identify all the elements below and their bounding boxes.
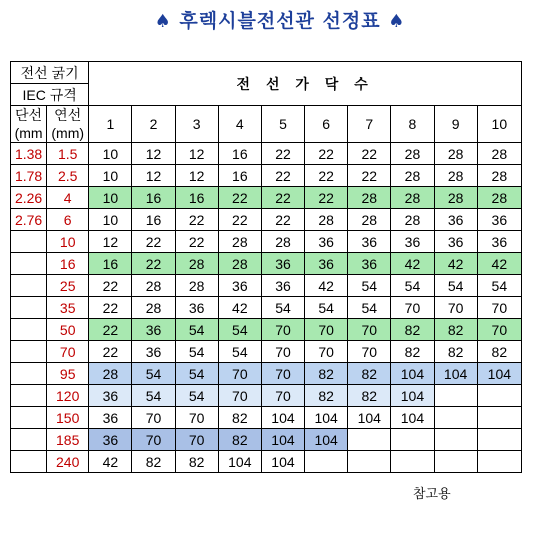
- conduit-size-cell: 22: [348, 143, 391, 165]
- conduit-size-cell: 28: [175, 253, 218, 275]
- conduit-size-cell: 28: [391, 187, 434, 209]
- single-wire-size: [11, 341, 47, 363]
- conduit-size-cell: 70: [261, 363, 304, 385]
- conduit-size-cell: 36: [434, 231, 477, 253]
- conduit-size-cell: 70: [477, 297, 521, 319]
- conduit-size-cell: 104: [391, 407, 434, 429]
- conduit-size-cell: [348, 429, 391, 451]
- wire-count-8: 8: [391, 106, 434, 143]
- conduit-size-cell: 70: [175, 407, 218, 429]
- wire-count-1: 1: [89, 106, 132, 143]
- conduit-size-cell: 54: [261, 297, 304, 319]
- conduit-size-cell: 10: [89, 187, 132, 209]
- single-wire-size: [11, 297, 47, 319]
- conduit-size-cell: [305, 451, 348, 473]
- conduit-size-cell: 10: [89, 165, 132, 187]
- conduit-size-cell: [477, 451, 521, 473]
- conduit-size-cell: [434, 429, 477, 451]
- conduit-size-cell: 42: [477, 253, 521, 275]
- conduit-size-cell: 22: [261, 209, 304, 231]
- conduit-size-cell: 28: [477, 187, 521, 209]
- conduit-size-cell: 28: [89, 363, 132, 385]
- stranded-wire-size: 4: [47, 187, 89, 209]
- stranded-wire-size: 2.5: [47, 165, 89, 187]
- conduit-size-cell: 70: [305, 341, 348, 363]
- stranded-wire-size: 1.5: [47, 143, 89, 165]
- conduit-size-cell: 82: [434, 319, 477, 341]
- conduit-size-cell: 42: [305, 275, 348, 297]
- conduit-size-cell: 54: [348, 275, 391, 297]
- conduit-size-cell: 70: [132, 407, 175, 429]
- conduit-size-cell: 16: [218, 165, 261, 187]
- stranded-wire-size: 10: [47, 231, 89, 253]
- conduit-size-cell: 54: [434, 275, 477, 297]
- conduit-size-cell: 70: [391, 297, 434, 319]
- single-wire-size: [11, 385, 47, 407]
- conduit-size-cell: 82: [305, 385, 348, 407]
- conduit-size-cell: 36: [434, 209, 477, 231]
- conduit-size-cell: 10: [89, 143, 132, 165]
- single-wire-size: 2.26: [11, 187, 47, 209]
- conduit-size-cell: 104: [477, 363, 521, 385]
- wire-count-5: 5: [261, 106, 304, 143]
- conduit-size-cell: 22: [348, 165, 391, 187]
- conduit-size-cell: 70: [348, 319, 391, 341]
- conduit-size-cell: 12: [89, 231, 132, 253]
- table-row: [11, 143, 522, 165]
- conduit-size-cell: 104: [305, 407, 348, 429]
- spade-icon: ♠: [154, 11, 172, 32]
- conduit-size-cell: 28: [434, 187, 477, 209]
- conduit-size-cell: 54: [477, 275, 521, 297]
- title-text: 후렉시블전선관 선정표: [179, 10, 381, 32]
- conduit-size-cell: 104: [261, 429, 304, 451]
- conduit-size-cell: 16: [218, 143, 261, 165]
- wire-size-header: 전선 굵기: [11, 62, 89, 84]
- table-row: [11, 363, 522, 385]
- conduit-size-cell: 36: [348, 253, 391, 275]
- single-wire-size: 2.76: [11, 209, 47, 231]
- conduit-size-cell: 42: [434, 253, 477, 275]
- conduit-size-cell: 54: [218, 319, 261, 341]
- conduit-size-cell: 36: [261, 275, 304, 297]
- single-wire-size: 1.38: [11, 143, 47, 165]
- conduit-size-cell: 36: [89, 385, 132, 407]
- conduit-size-cell: [434, 407, 477, 429]
- conduit-size-cell: 82: [132, 451, 175, 473]
- conduit-size-cell: [391, 429, 434, 451]
- conduit-size-cell: 104: [434, 363, 477, 385]
- stranded-wire-size: 150: [47, 407, 89, 429]
- conduit-size-cell: 82: [175, 451, 218, 473]
- conduit-size-cell: 70: [261, 341, 304, 363]
- conduit-size-cell: 28: [132, 275, 175, 297]
- conduit-size-cell: 22: [175, 231, 218, 253]
- conduit-size-cell: 28: [132, 297, 175, 319]
- conduit-size-cell: 82: [477, 341, 521, 363]
- conduit-size-cell: 82: [218, 407, 261, 429]
- conduit-size-cell: 54: [305, 297, 348, 319]
- conduit-size-cell: 82: [348, 385, 391, 407]
- conduit-size-cell: [348, 451, 391, 473]
- conduit-size-cell: 22: [89, 297, 132, 319]
- conduit-size-cell: 104: [348, 407, 391, 429]
- conduit-size-cell: 54: [175, 363, 218, 385]
- conduit-size-cell: 104: [261, 407, 304, 429]
- conduit-size-cell: 28: [391, 143, 434, 165]
- conduit-size-cell: 22: [305, 143, 348, 165]
- wire-count-9: 9: [434, 106, 477, 143]
- conduit-size-cell: 28: [261, 231, 304, 253]
- conduit-size-cell: 36: [261, 253, 304, 275]
- conduit-size-cell: 28: [391, 209, 434, 231]
- conduit-size-cell: 54: [132, 385, 175, 407]
- conduit-size-cell: 70: [434, 297, 477, 319]
- conduit-size-cell: 22: [218, 187, 261, 209]
- conduit-size-cell: 22: [89, 341, 132, 363]
- conduit-size-cell: 82: [391, 319, 434, 341]
- wire-count-header: 전 선 가 닥 수: [89, 62, 522, 106]
- page-title: [0, 6, 560, 33]
- conduit-size-cell: 36: [132, 319, 175, 341]
- conduit-size-cell: [391, 451, 434, 473]
- conduit-size-cell: 28: [175, 275, 218, 297]
- conduit-size-cell: 12: [132, 143, 175, 165]
- single-wire-header: 단선 (mm: [11, 106, 47, 143]
- conduit-size-cell: 16: [175, 187, 218, 209]
- single-wire-size: 1.78: [11, 165, 47, 187]
- conduit-size-cell: 22: [132, 253, 175, 275]
- conduit-size-cell: 22: [261, 143, 304, 165]
- table-row: [11, 165, 522, 187]
- conduit-size-cell: 104: [261, 451, 304, 473]
- stranded-wire-size: 185: [47, 429, 89, 451]
- wire-count-3: 3: [175, 106, 218, 143]
- table-row: [11, 275, 522, 297]
- conduit-size-cell: 54: [175, 341, 218, 363]
- table-row: [11, 385, 522, 407]
- conduit-size-cell: 22: [261, 187, 304, 209]
- conduit-size-cell: 28: [434, 165, 477, 187]
- conduit-size-cell: 28: [348, 209, 391, 231]
- stranded-wire-size: 240: [47, 451, 89, 473]
- conduit-size-cell: 28: [218, 253, 261, 275]
- conduit-size-cell: 54: [348, 297, 391, 319]
- conduit-size-cell: [477, 429, 521, 451]
- table-row: [11, 231, 522, 253]
- conduit-size-cell: 16: [89, 253, 132, 275]
- conduit-size-cell: 104: [218, 451, 261, 473]
- wire-count-7: 7: [348, 106, 391, 143]
- conduit-size-cell: 70: [261, 385, 304, 407]
- conduit-size-cell: 22: [89, 275, 132, 297]
- table-row: [11, 407, 522, 429]
- conduit-size-cell: 36: [348, 231, 391, 253]
- stranded-wire-size: 16: [47, 253, 89, 275]
- conduit-size-cell: [477, 407, 521, 429]
- conduit-size-cell: 70: [305, 319, 348, 341]
- conduit-size-cell: 36: [305, 253, 348, 275]
- stranded-wire-size: 25: [47, 275, 89, 297]
- single-wire-size: [11, 319, 47, 341]
- conduit-size-cell: 70: [348, 341, 391, 363]
- conduit-size-cell: 22: [175, 209, 218, 231]
- wire-count-2: 2: [132, 106, 175, 143]
- single-wire-size: [11, 275, 47, 297]
- conduit-size-cell: 22: [305, 165, 348, 187]
- conduit-size-cell: 54: [391, 275, 434, 297]
- wire-count-4: 4: [218, 106, 261, 143]
- table-row: [11, 451, 522, 473]
- stranded-wire-size: 35: [47, 297, 89, 319]
- conduit-size-cell: 82: [391, 341, 434, 363]
- conduit-size-cell: 28: [434, 143, 477, 165]
- conduit-size-cell: 10: [89, 209, 132, 231]
- stranded-wire-size: 6: [47, 209, 89, 231]
- conduit-size-cell: 36: [477, 231, 521, 253]
- conduit-size-cell: 36: [218, 275, 261, 297]
- spade-icon: ♠: [388, 11, 406, 32]
- conduit-size-cell: 22: [305, 187, 348, 209]
- conduit-size-cell: 28: [477, 143, 521, 165]
- table-row: [11, 429, 522, 451]
- conduit-size-cell: 54: [175, 319, 218, 341]
- table-row: [11, 187, 522, 209]
- conduit-size-cell: 82: [434, 341, 477, 363]
- conduit-size-cell: 36: [305, 231, 348, 253]
- conduit-size-cell: 70: [218, 363, 261, 385]
- wire-count-6: 6: [305, 106, 348, 143]
- conduit-size-cell: 36: [477, 209, 521, 231]
- conduit-size-cell: [477, 385, 521, 407]
- conduit-size-cell: 36: [132, 341, 175, 363]
- table-row: [11, 319, 522, 341]
- conduit-size-cell: 28: [348, 187, 391, 209]
- conduit-size-cell: 16: [132, 209, 175, 231]
- conduit-size-cell: [434, 385, 477, 407]
- single-wire-size: [11, 429, 47, 451]
- stranded-wire-header: 연선 (mm): [47, 106, 89, 143]
- conduit-size-cell: 82: [218, 429, 261, 451]
- conduit-size-cell: 70: [477, 319, 521, 341]
- conduit-size-cell: 36: [89, 429, 132, 451]
- conduit-size-cell: 22: [89, 319, 132, 341]
- conduit-size-cell: 36: [175, 297, 218, 319]
- conduit-size-cell: 82: [305, 363, 348, 385]
- single-wire-size: [11, 407, 47, 429]
- conduit-size-cell: 42: [89, 451, 132, 473]
- table-row: [11, 253, 522, 275]
- stranded-wire-size: 95: [47, 363, 89, 385]
- conduit-size-cell: 42: [391, 253, 434, 275]
- conduit-size-cell: 104: [391, 363, 434, 385]
- iec-header: IEC 규격: [11, 84, 89, 106]
- conduit-size-cell: 22: [218, 209, 261, 231]
- conduit-size-cell: 28: [391, 165, 434, 187]
- conduit-size-cell: 12: [175, 165, 218, 187]
- stranded-wire-size: 70: [47, 341, 89, 363]
- single-wire-size: [11, 451, 47, 473]
- wire-count-10: 10: [477, 106, 521, 143]
- conduit-size-cell: 36: [89, 407, 132, 429]
- conduit-size-cell: 28: [218, 231, 261, 253]
- conduit-size-cell: 70: [261, 319, 304, 341]
- conduit-size-cell: 70: [218, 385, 261, 407]
- conduit-size-cell: 28: [477, 165, 521, 187]
- conduit-size-cell: 22: [261, 165, 304, 187]
- conduit-size-cell: 70: [175, 429, 218, 451]
- table-row: [11, 297, 522, 319]
- conduit-size-cell: 54: [175, 385, 218, 407]
- conduit-size-cell: 16: [132, 187, 175, 209]
- conduit-size-cell: 104: [391, 385, 434, 407]
- table-row: [11, 209, 522, 231]
- conduit-selection-table: [10, 61, 522, 473]
- stranded-wire-size: 50: [47, 319, 89, 341]
- single-wire-size: [11, 363, 47, 385]
- reference-note: 참고용: [413, 487, 451, 502]
- conduit-size-cell: 28: [305, 209, 348, 231]
- single-wire-size: [11, 231, 47, 253]
- table-row: [11, 341, 522, 363]
- conduit-size-cell: 36: [391, 231, 434, 253]
- conduit-size-cell: 82: [348, 363, 391, 385]
- conduit-size-cell: 12: [132, 165, 175, 187]
- conduit-size-cell: 70: [132, 429, 175, 451]
- conduit-size-cell: 12: [175, 143, 218, 165]
- stranded-wire-size: 120: [47, 385, 89, 407]
- conduit-size-cell: [434, 451, 477, 473]
- single-wire-size: [11, 253, 47, 275]
- conduit-size-cell: 54: [132, 363, 175, 385]
- conduit-size-cell: 54: [218, 341, 261, 363]
- conduit-size-cell: 22: [132, 231, 175, 253]
- conduit-size-cell: 104: [305, 429, 348, 451]
- conduit-size-cell: 42: [218, 297, 261, 319]
